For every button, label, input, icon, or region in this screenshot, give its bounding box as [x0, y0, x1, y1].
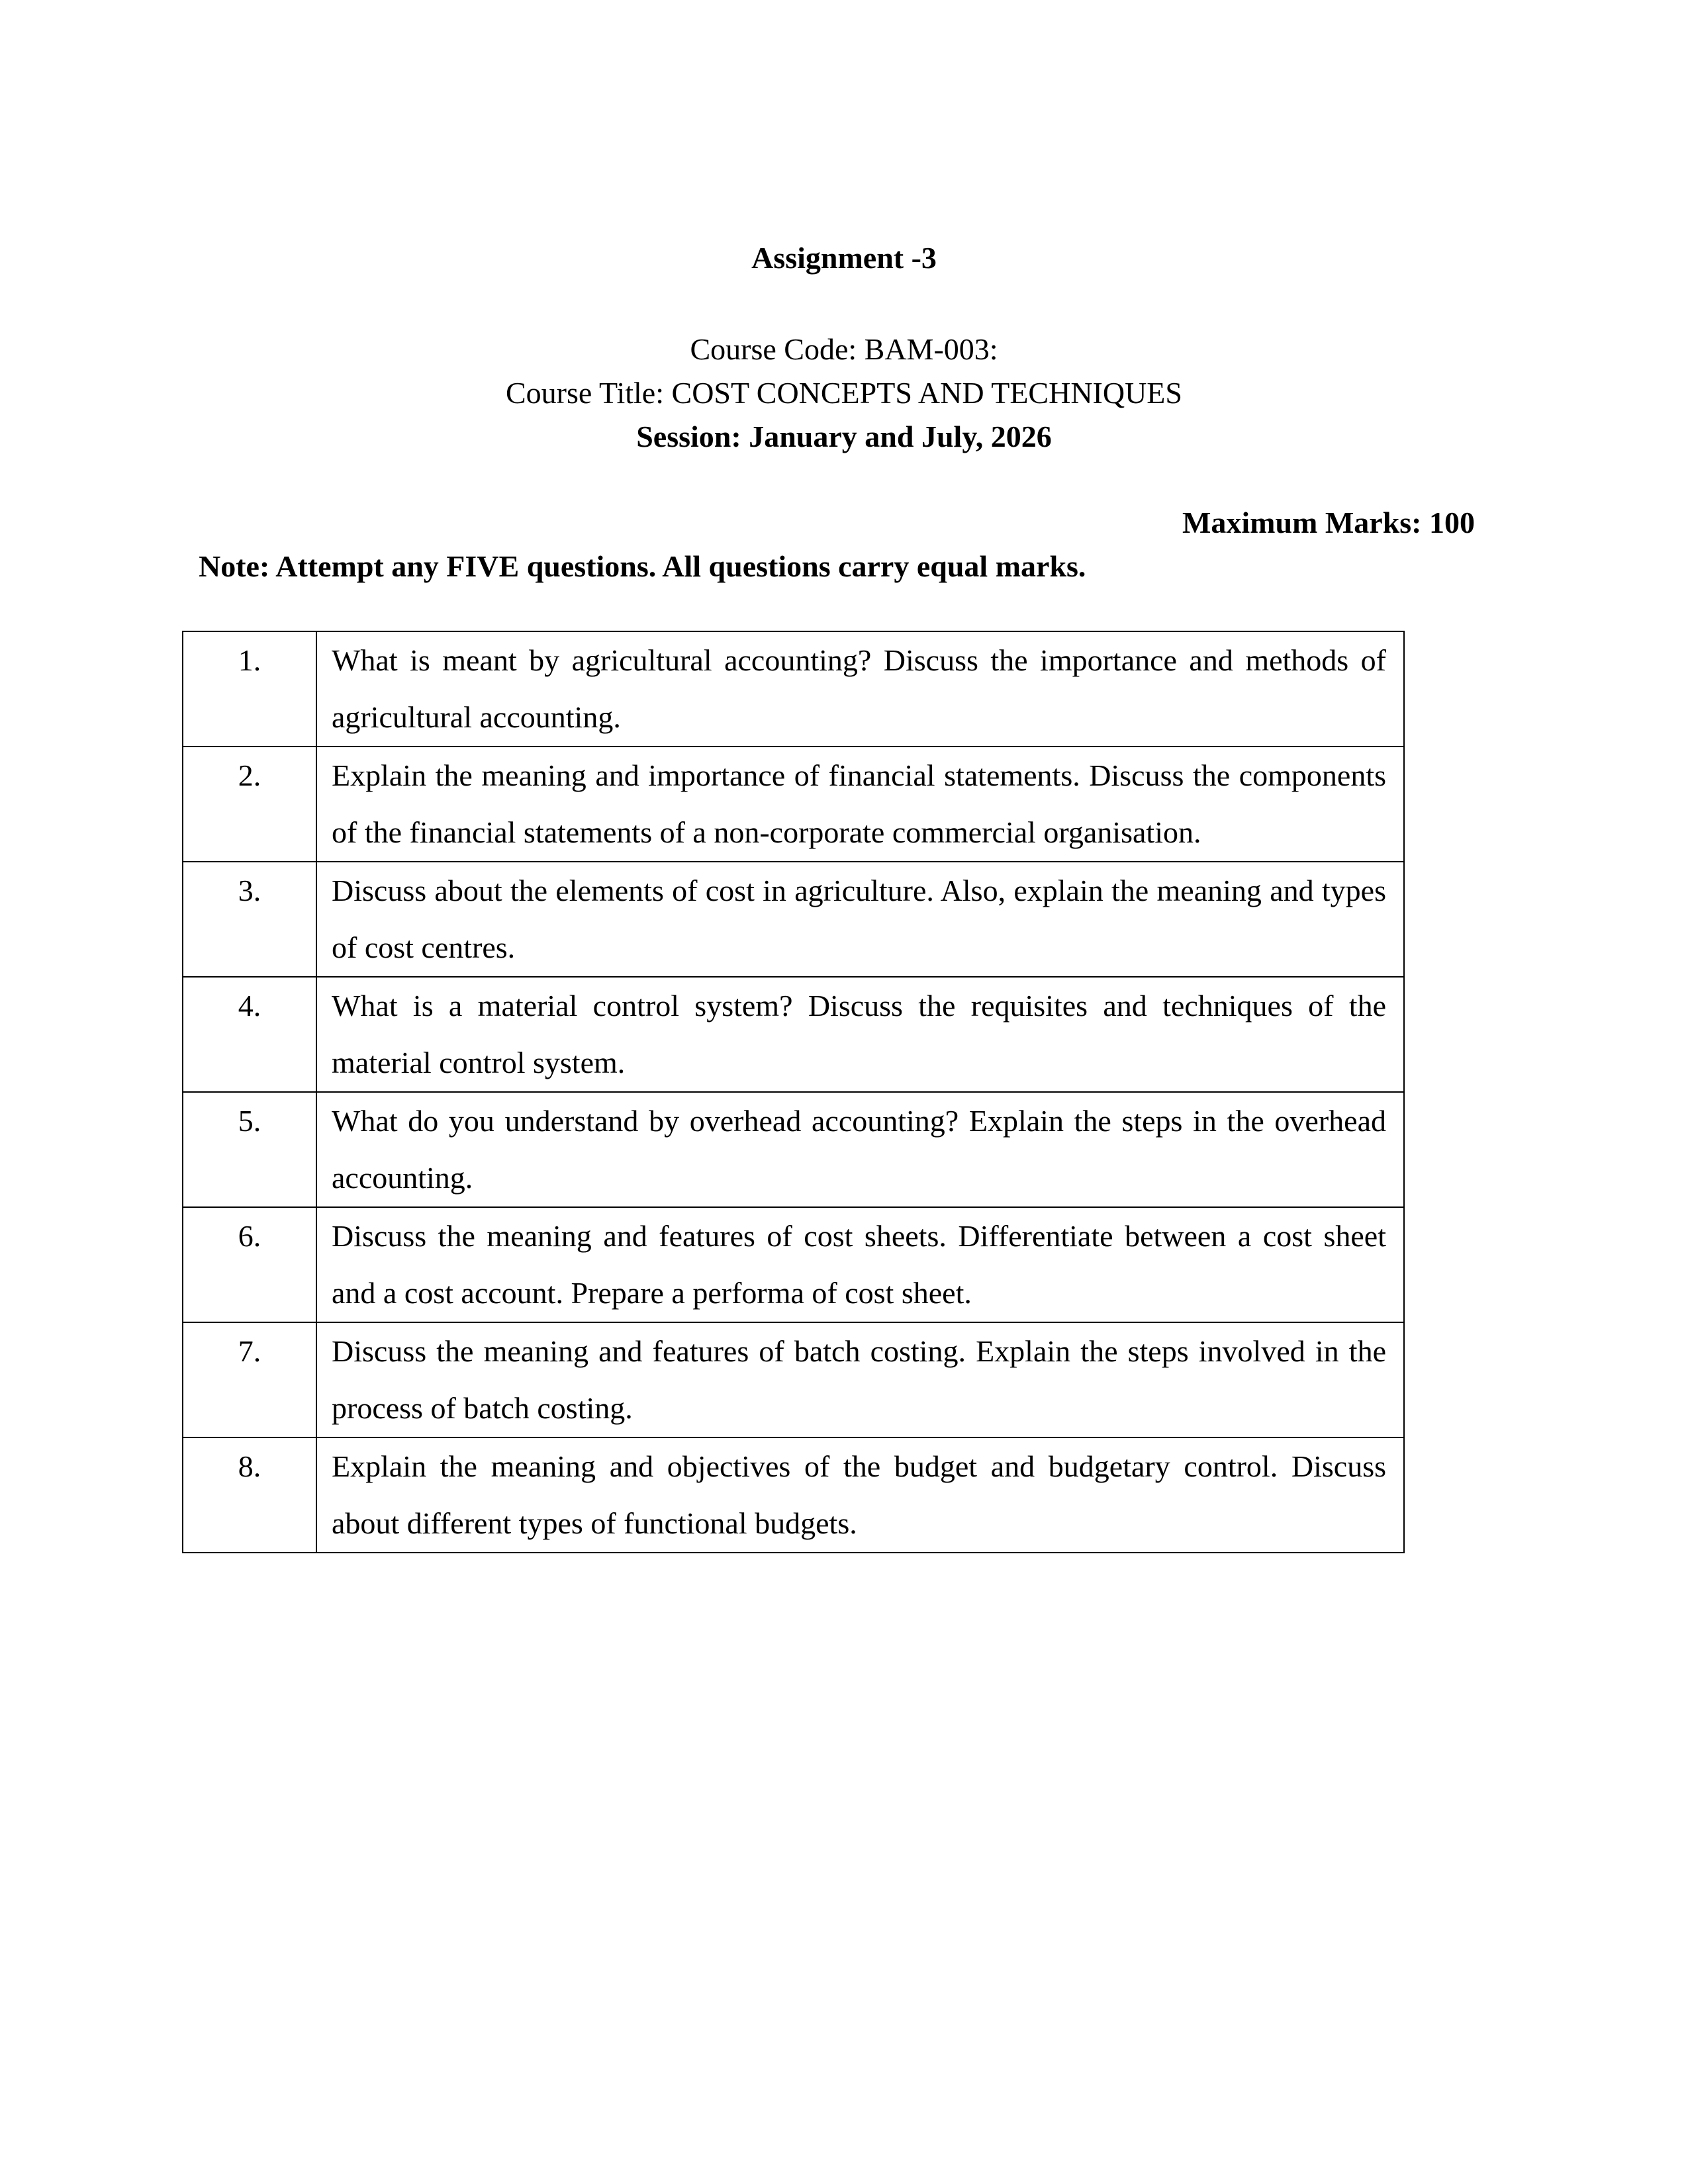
- question-number: 4.: [183, 977, 316, 1092]
- question-number: 6.: [183, 1207, 316, 1322]
- question-row: [183, 631, 1404, 747]
- question-text: Discuss about the elements of cost in agriculture. Also, explain the meaning and types of cost centres.: [316, 862, 1404, 977]
- maximum-marks: Maximum Marks: 100: [1182, 506, 1475, 539]
- assignment-title: Assignment -3: [751, 241, 937, 275]
- questions-table: [182, 631, 1405, 1553]
- question-text: Discuss the meaning and features of cost sheets. Differentiate between a cost sheet and a cost account. Prepare a performa of cost sheet.: [316, 1207, 1404, 1322]
- question-text: What do you understand by overhead accounting? Explain the steps in the overhead accounting.: [316, 1092, 1404, 1207]
- question-text: Explain the meaning and objectives of the budget and budgetary control. Discuss about different types of functional budgets.: [316, 1437, 1404, 1553]
- question-row: [183, 1437, 1404, 1553]
- question-number: 8.: [183, 1437, 316, 1553]
- question-number: 2.: [183, 747, 316, 862]
- question-row: [183, 1322, 1404, 1437]
- question-row: [183, 1207, 1404, 1322]
- question-text: Explain the meaning and importance of financial statements. Discuss the components of the financial statements of a non-corporate commercial organisation.: [316, 747, 1404, 862]
- question-row: [183, 862, 1404, 977]
- question-text: What is meant by agricultural accounting? Discuss the importance and methods of agricultural accounting.: [316, 631, 1404, 747]
- question-number: 1.: [183, 631, 316, 747]
- course-title: Course Title: COST CONCEPTS AND TECHNIQUES: [506, 376, 1182, 410]
- question-row: [183, 1092, 1404, 1207]
- question-text: What is a material control system? Discuss the requisites and techniques of the material control system.: [316, 977, 1404, 1092]
- question-row: [183, 747, 1404, 862]
- session: Session: January and July, 2026: [636, 420, 1052, 453]
- question-number: 3.: [183, 862, 316, 977]
- question-number: 7.: [183, 1322, 316, 1437]
- question-text: Discuss the meaning and features of batch costing. Explain the steps involved in the process of batch costing.: [316, 1322, 1404, 1437]
- question-row: [183, 977, 1404, 1092]
- course-code: Course Code: BAM-003:: [690, 332, 998, 366]
- question-number: 5.: [183, 1092, 316, 1207]
- instructions-note: Note: Attempt any FIVE questions. All questions carry equal marks.: [199, 549, 1086, 583]
